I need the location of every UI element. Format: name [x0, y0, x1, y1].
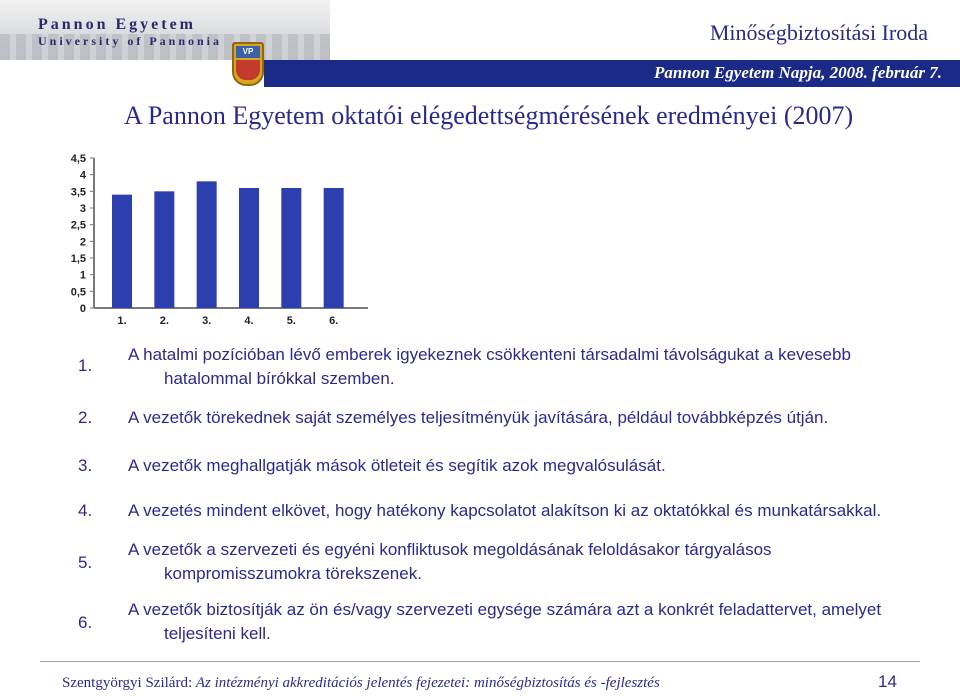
- x-tick-label: 1.: [117, 315, 127, 327]
- list-item: [128, 343, 898, 391]
- x-tick-label: 3.: [202, 315, 212, 327]
- list-item: [128, 499, 898, 523]
- bar-5: [281, 188, 301, 308]
- item-number: 1.: [78, 356, 93, 375]
- bar-1: [112, 195, 132, 308]
- crest-label: VP: [236, 46, 260, 58]
- y-tick-label: 1,5: [70, 253, 86, 265]
- list-item: [128, 538, 898, 586]
- item-text-line: A hatalmi pozícióban lévő emberek igyekeznek csökkenteni társadalmi távolságukat a kevesebb: [128, 345, 851, 364]
- item-number: 2.: [78, 408, 93, 427]
- item-number: 5.: [78, 553, 93, 572]
- item-text-continuation: kompromisszumokra törekszenek.: [164, 564, 422, 583]
- footer-divider: [40, 661, 920, 662]
- y-tick-label: 2,5: [70, 219, 86, 232]
- item-number: 6.: [78, 613, 93, 632]
- y-tick-label: 0: [79, 303, 86, 315]
- y-tick-label: 4: [79, 169, 86, 182]
- slide-header: [0, 0, 960, 92]
- satisfaction-bar-chart: [50, 148, 376, 332]
- list-item: [128, 454, 898, 478]
- university-name-english: University of Pannonia: [38, 34, 223, 48]
- university-name: Pannon Egyetem: [38, 16, 196, 33]
- item-number: 3.: [78, 456, 93, 475]
- x-tick-label: 4.: [244, 315, 254, 327]
- item-text-continuation: hatalommal bírókkal szemben.: [164, 369, 395, 388]
- item-text-line: A vezetők a szervezeti és egyéni konfliktusok megoldásának feloldásakor tárgyalásos: [128, 540, 772, 559]
- list-item: [128, 406, 898, 430]
- x-tick-label: 6.: [329, 315, 339, 327]
- bar-4: [239, 188, 259, 308]
- crest-shield: [236, 60, 260, 80]
- y-tick-label: 1: [79, 269, 86, 282]
- page-number: 14: [878, 672, 897, 691]
- university-crest-icon: [232, 42, 264, 86]
- y-tick-label: 2: [79, 236, 86, 249]
- item-text-line: A vezetők meghallgatják mások ötleteit és segítik azok megvalósulását.: [128, 456, 666, 475]
- y-tick-label: 3: [79, 203, 86, 215]
- footer-author: Szentgyörgyi Szilárd:: [62, 675, 193, 691]
- footer-citation: [62, 675, 660, 692]
- y-tick-label: 4,5: [70, 153, 86, 165]
- bar-3: [197, 181, 217, 308]
- footer-subtitle: Az intézményi akkreditációs jelentés fejezetei: minőségbiztosítás és -fejlesztés: [195, 675, 660, 691]
- bar-6: [324, 188, 344, 308]
- item-text-continuation: teljesíteni kell.: [164, 624, 271, 643]
- y-tick-label: 0,5: [70, 286, 86, 299]
- office-name: Minőségbiztosítási Iroda: [709, 20, 928, 45]
- list-item: [128, 598, 898, 646]
- item-text-line: A vezetők törekednek saját személyes teljesítményük javítására, például továbbképzés útján.: [128, 408, 829, 427]
- item-text-line: A vezetés mindent elkövet, hogy hatékony kapcsolatot alakítson ki az oktatókkal és munkatársakkal.: [128, 501, 882, 520]
- item-text-line: A vezetők biztosítják az ön és/vagy szervezeti egysége számára azt a konkrét feladattervet, amelyet: [128, 600, 882, 619]
- y-tick-label: 3,5: [70, 186, 86, 199]
- x-tick-label: 5.: [286, 315, 296, 327]
- banner-bar: [264, 60, 960, 87]
- slide-title: A Pannon Egyetem oktatói elégedettségmérésének eredményei (2007): [124, 101, 854, 130]
- bar-2: [154, 191, 174, 308]
- item-number: 4.: [78, 501, 93, 520]
- banner-text: Pannon Egyetem Napja, 2008. február 7.: [653, 63, 942, 82]
- x-tick-label: 2.: [159, 315, 169, 327]
- chart-svg: [50, 148, 376, 332]
